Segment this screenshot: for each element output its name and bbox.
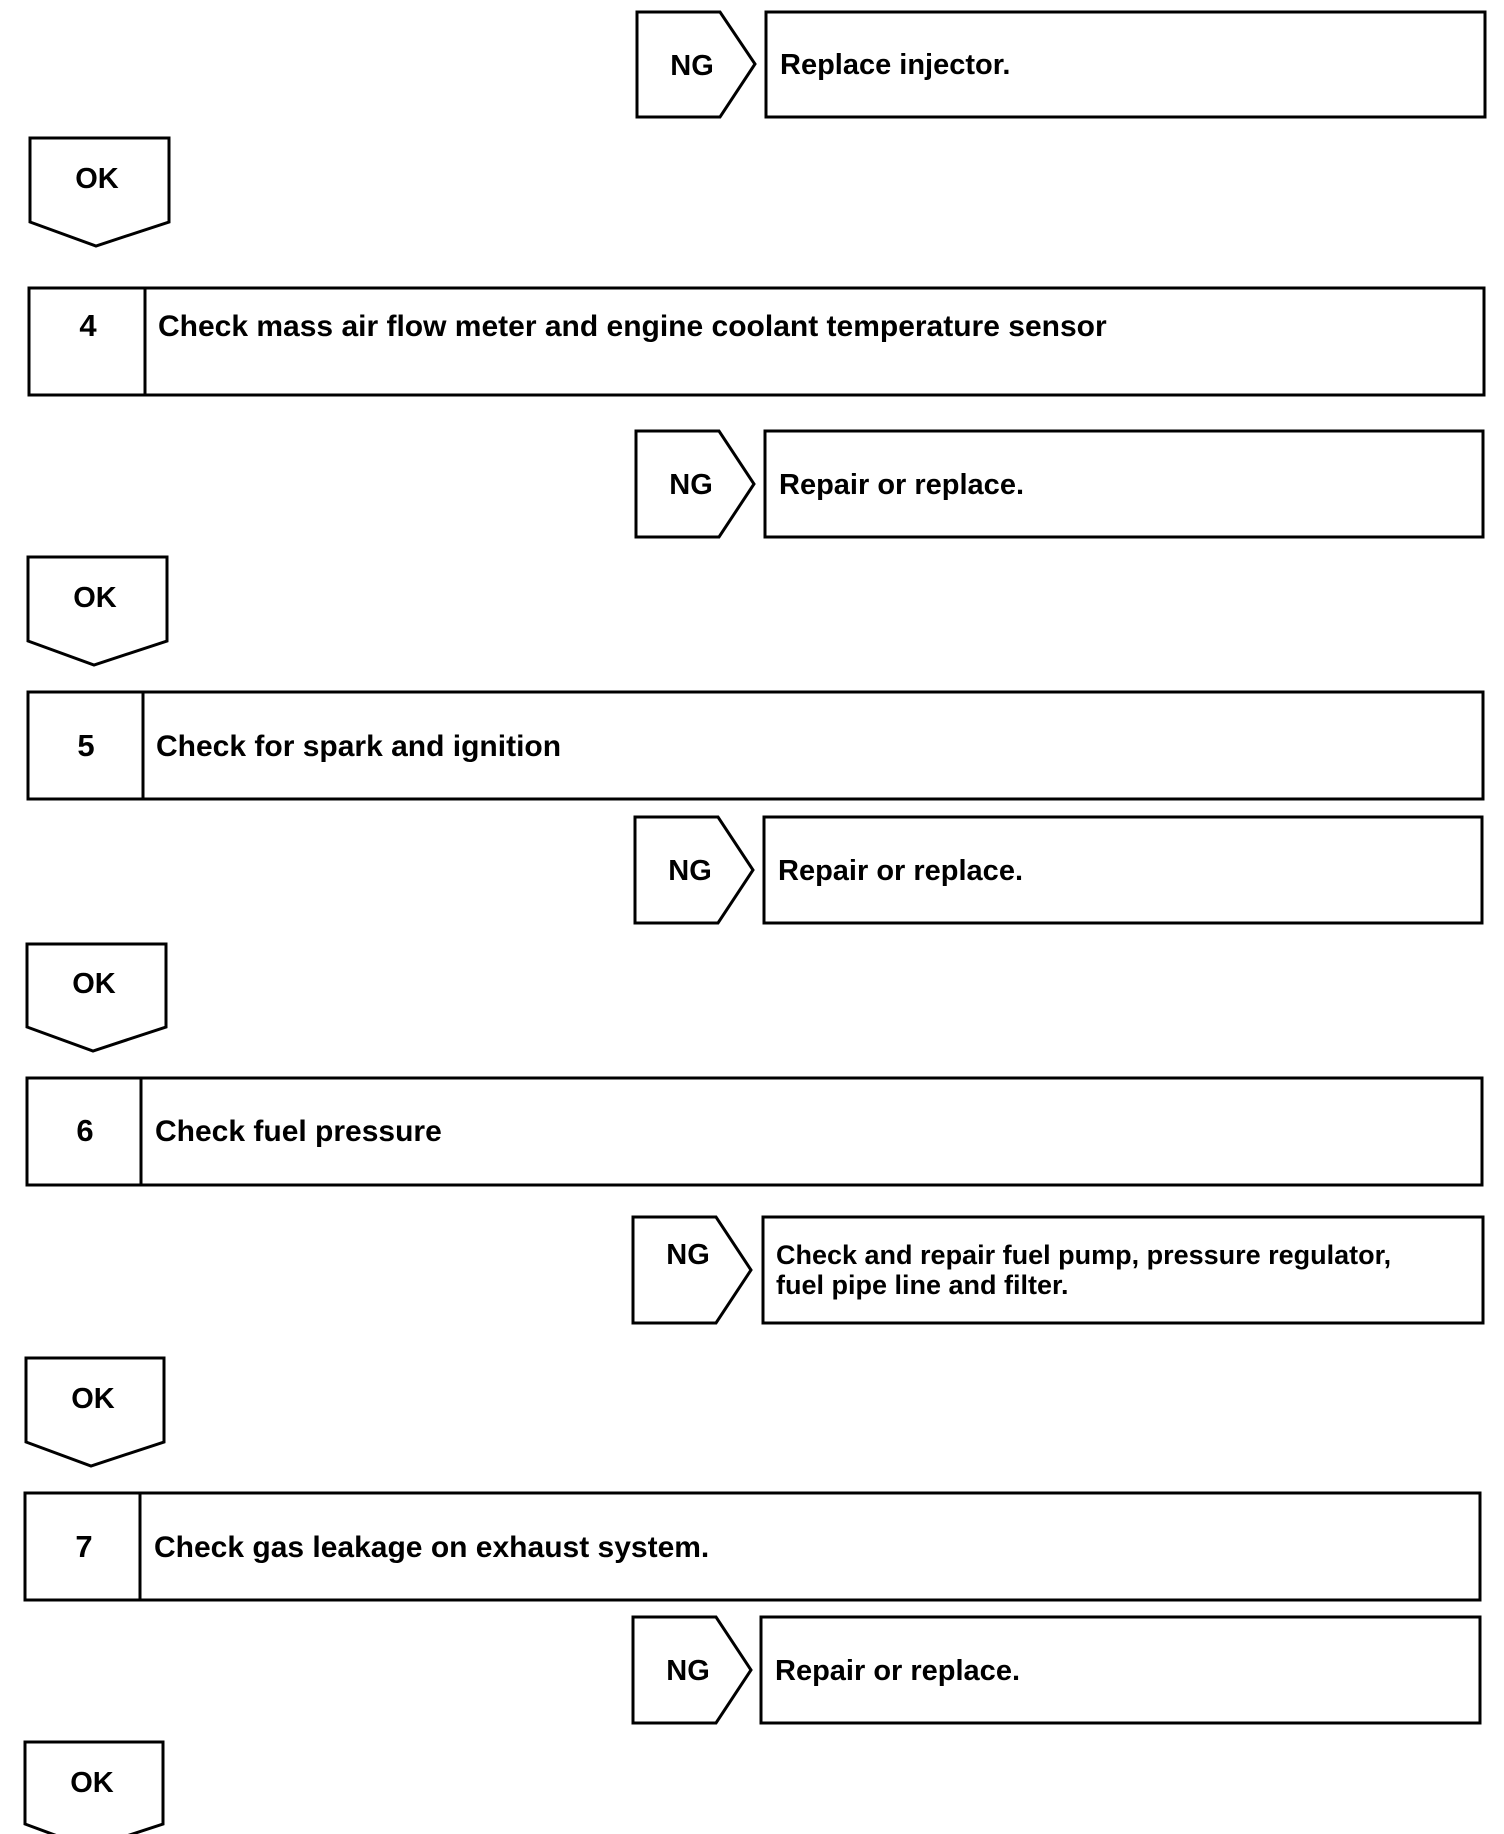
result-text: Repair or replace.: [778, 855, 1023, 887]
ok-arrow-down-1: [30, 138, 169, 246]
step-title: Check for spark and ignition: [156, 730, 562, 763]
ng-branch-step-6: [633, 1217, 1483, 1323]
result-text: Repair or replace.: [775, 1655, 1020, 1687]
result-text: Replace injector.: [780, 49, 1011, 81]
step-7-row: [25, 1493, 1480, 1600]
step-number: 6: [76, 1113, 94, 1148]
ng-label: NG: [670, 50, 714, 82]
ng-branch-step-4: [636, 431, 1483, 537]
ng-label: NG: [668, 855, 712, 887]
step-title: Check mass air flow meter and engine coolant temperature sensor: [158, 310, 1107, 343]
result-text-line-1: Check and repair fuel pump, pressure regulator,: [776, 1240, 1392, 1270]
ng-branch-step-3: [637, 12, 1485, 117]
step-number: 7: [75, 1529, 93, 1564]
ok-arrow-down-4: [26, 1358, 164, 1466]
ng-label: NG: [666, 1239, 710, 1271]
step-4-row: [29, 288, 1484, 395]
ng-label: NG: [666, 1655, 710, 1687]
step-number: 5: [77, 728, 95, 763]
ok-label: OK: [71, 1383, 115, 1415]
ok-arrow-down-2: [28, 557, 167, 665]
step-title: Check fuel pressure: [155, 1115, 442, 1148]
ok-label: OK: [70, 1767, 114, 1799]
ng-branch-step-5: [635, 817, 1482, 923]
ok-label: OK: [72, 968, 116, 1000]
ok-arrow-down-3: [27, 944, 166, 1051]
step-6-row: [27, 1078, 1482, 1185]
ok-arrow-down-5: [25, 1742, 163, 1834]
result-text-line-2: fuel pipe line and filter.: [776, 1270, 1069, 1300]
step-title: Check gas leakage on exhaust system.: [154, 1531, 710, 1564]
step-number: 4: [79, 308, 97, 343]
ok-label: OK: [75, 163, 119, 195]
ng-branch-step-7: [633, 1617, 1480, 1723]
step-5-row: [28, 692, 1483, 799]
ok-label: OK: [73, 582, 117, 614]
ng-label: NG: [669, 469, 713, 501]
result-text: Repair or replace.: [779, 469, 1024, 501]
